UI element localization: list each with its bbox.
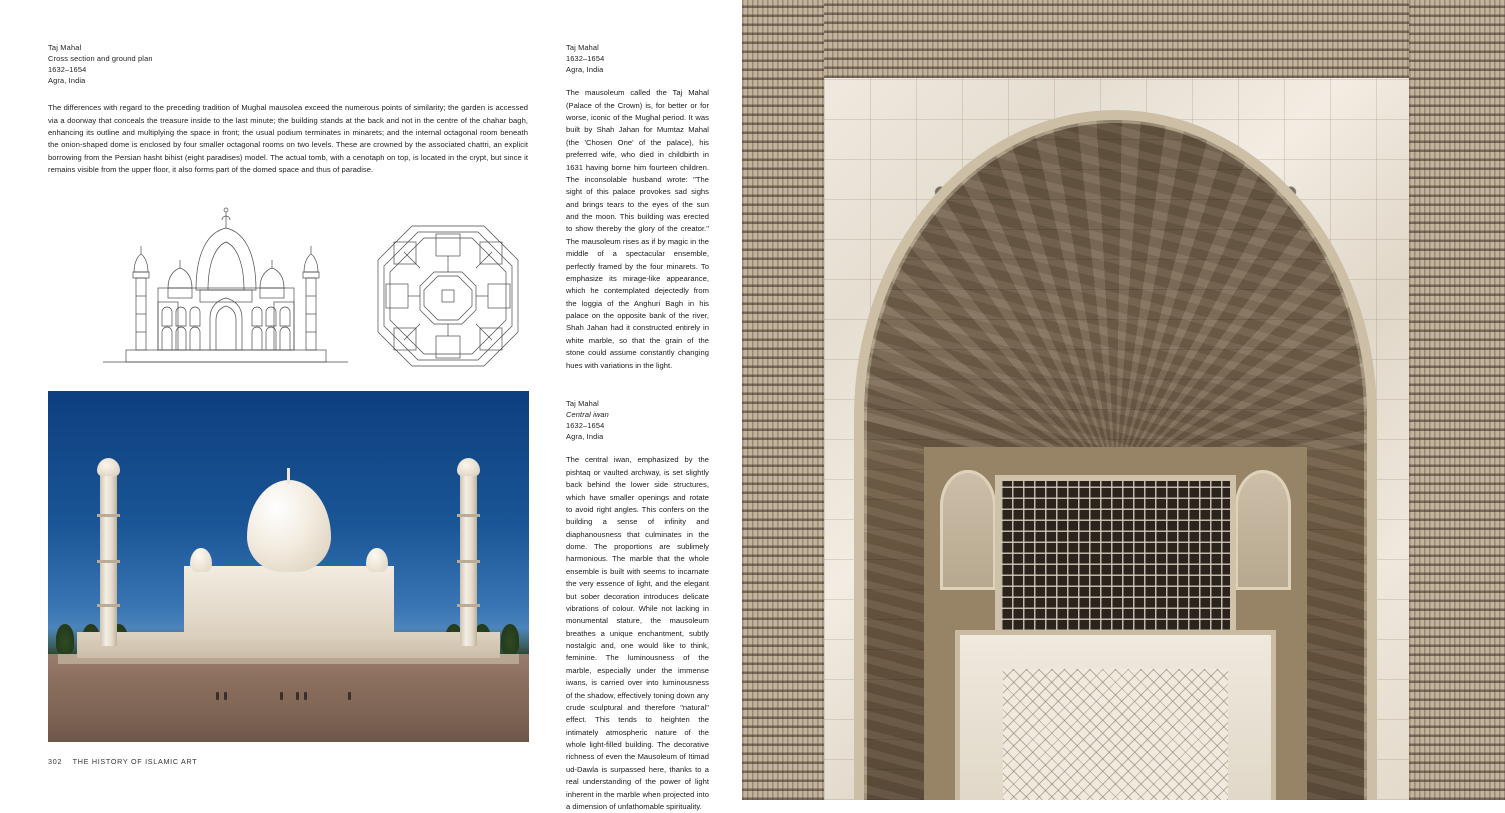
mid-caption-2-title: Taj Mahal <box>566 398 599 408</box>
mid-caption-2-subtitle: Central iwan <box>566 410 609 420</box>
caption-block-central-iwan <box>566 398 709 813</box>
terrace <box>77 632 500 658</box>
left-page <box>0 0 742 811</box>
running-head: THE HISTORY OF ISLAMIC ART <box>72 757 198 766</box>
mausoleum <box>184 482 394 632</box>
mid-caption-1-dates: 1632–1654 <box>566 54 605 64</box>
central-iwan-arch <box>854 110 1377 800</box>
mid-caption-2-dates: 1632–1654 <box>566 421 605 431</box>
caption-dates: 1632–1654 <box>48 65 87 75</box>
calligraphy-band-top <box>742 0 1505 78</box>
calligraphy-band-left <box>742 0 824 800</box>
mid-caption-1-place: Agra, India <box>566 65 604 75</box>
right-page <box>742 0 1505 800</box>
visitors <box>48 692 529 702</box>
middle-caption-column <box>566 42 709 813</box>
mid-caption-2-place: Agra, India <box>566 432 604 442</box>
caption-block-taj-mahal <box>566 42 709 372</box>
page-number: 302 <box>48 757 63 766</box>
cross-section-and-ground-plan-drawing <box>48 190 528 370</box>
vault-ribs <box>864 120 1367 450</box>
minaret-left <box>100 474 117 646</box>
mid-caption-2-text: The central iwan, emphasized by the pishtaq or vaulted archway, is set slightly back behind the lower side structures, which have smaller openings and rotate to avoid right angles. This confers on the building a sense of infinity and diaphanousness that culminates in the dome. The proportions are sublimely harmonious. The marble that the whole ensemble is built with seems to incarnate the very essence of light, and the elegant but sober decoration introduces delicate vibrations of colour. While not lacking in monumental stature, the mausoleum breathes a unique enchantment, subtly nostalgic and, one would like to think, feminine. The luminousness of the marble, especially under the immense iwans, is carried over into luminousness of the shadow, effectively toning down any crude sculptural and therefore "natural" effect. This tends to heighten the intimately atmospheric nature of the whole light-filled building. The decorative richness of even the Mausoleum of Itimad ud-Dawla is surpassed here, thanks to a real understanding of the power of light inherent in the marble when projected into a dimension of unfathomable spirituality. <box>566 455 709 811</box>
left-column <box>48 42 528 176</box>
mid-caption-1-text: The mausoleum called the Taj Mahal (Palace of the Crown) is, for better or for worse, iconic of the Mughal period. It was built by Shah Jahan for Mumtaz Mahal (the 'Chosen One' of the palace), his preferred wife, who died in childbirth in 1631 having borne him fourteen children. The inconsolable husband wrote: "The sight of this palace provokes sad sighs and brings tears to the eyes of the sun and the moon. This building was erected to show thereby the glory of the creator." The mausoleum rises as if by magic in the middle of a spectacular ensemble, perfectly framed by the four minarets. To emphasize its mirage-like appearance, which he contemplated dejectedly from the loggia of the Anghuri Bagh in his palace on the opposite bank of the river, Shah Jahan had it constructed entirely in white marble, so that the grain of the stone could assume constantly changing hues with variations in the light. <box>566 88 709 370</box>
calligraphy-band-right <box>1409 0 1505 800</box>
folio <box>48 757 197 766</box>
left-body-text: The differences with regard to the preceding tradition of Mughal mausolea exceed the numerous points of similarity; the garden is accessed via a doorway that conceals the treasure inside to the last minute; the building stands at the back and not in the centre of the chahar bagh, enhancing its outline and multiplying the space in front; the usual podium terminates in minarets; and the internal octagonal room beneath the onion-shaped dome is enclosed by four smaller octagonal rooms on two levels. These are crowned by the associated chattri, an explicit borrowing from the Persian hasht bihist (eight paradises) model. The actual tomb, with a cenotaph on top, is located in the crypt, but since it remains visible from the upper floor, it also forms part of the domed space and thus of paradise. <box>48 103 528 174</box>
jali-window <box>995 475 1236 637</box>
caption-title: Taj Mahal <box>48 43 82 52</box>
minaret-right <box>460 474 477 646</box>
lower-marble-panel <box>955 630 1277 800</box>
taj-mahal-photograph <box>48 391 529 742</box>
lattice-screen <box>1003 669 1228 800</box>
figure-caption-cross-section <box>48 42 528 86</box>
caption-subtitle: Cross section and ground plan <box>48 54 153 64</box>
niche-left <box>940 470 996 590</box>
niche-right <box>1235 470 1291 590</box>
caption-place: Agra, India <box>48 76 86 86</box>
mid-caption-1-title: Taj Mahal <box>566 43 599 52</box>
column-spacer <box>566 372 709 398</box>
